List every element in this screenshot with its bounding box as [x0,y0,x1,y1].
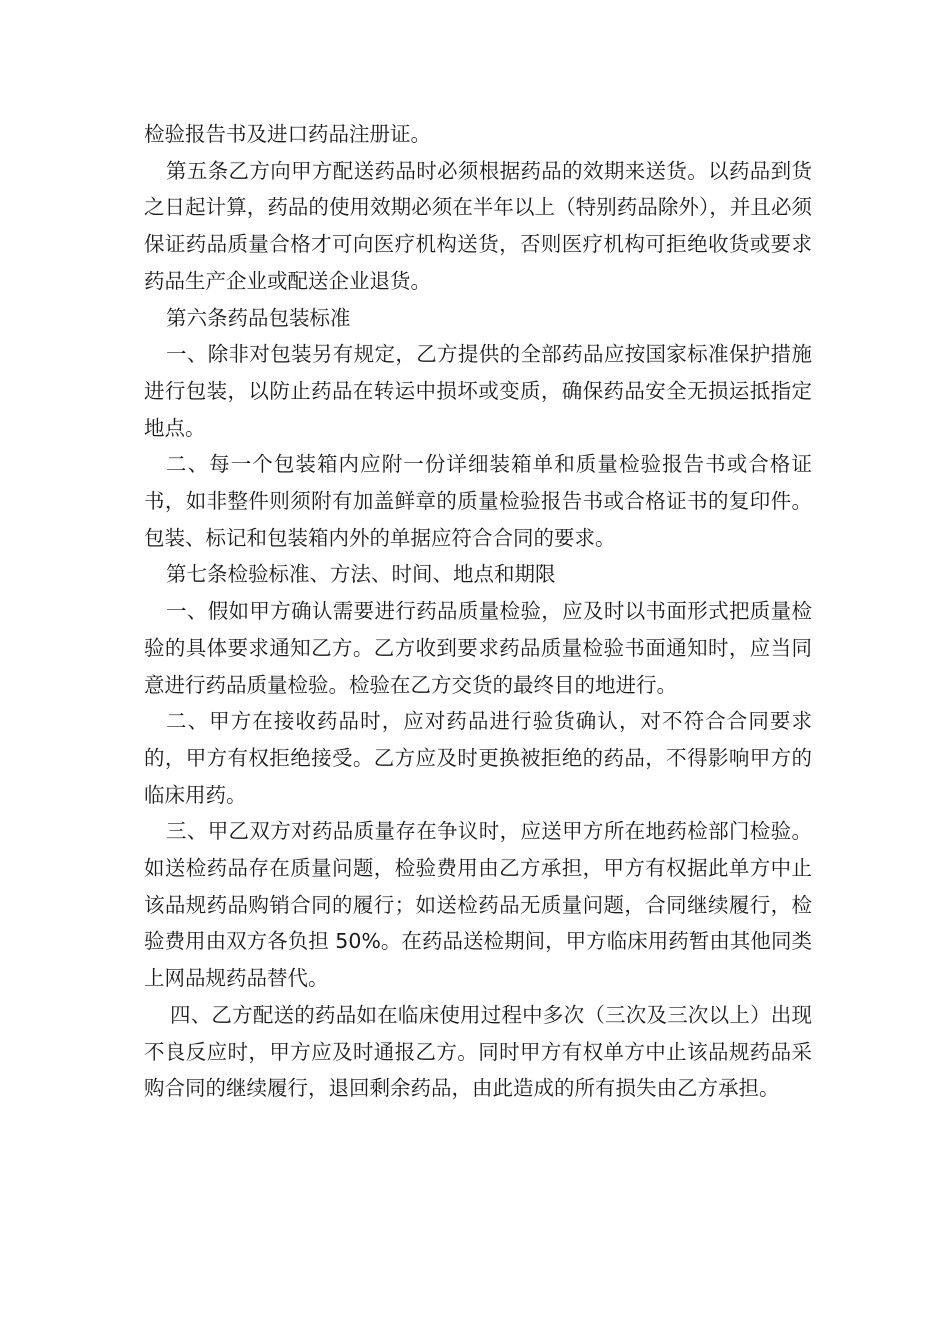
heading-article-6: 第六条药品包装标准 [166,305,351,330]
paragraph-continuation: 检验报告书及进口药品注册证。 [144,122,431,146]
paragraph-article-7-item-3: 三、甲乙双方对药品质量存在争议时，应送甲方所在地药检部门检验。如送检药品存在质量问题，检验费用由乙方承担，甲方有权据此单方中止该品规药品购销合同的履行；如送检药品无质量问题，合同继续履行，检验费用由双方各负担 50%。在药品送检期间，甲方临床用药暂由其他同类上网品规药品替代。 [144,819,812,991]
heading-article-7: 第七条检验标准、方法、时间、地点和期限 [166,562,556,587]
paragraph-article-7-item-1: 一、假如甲方确认需要进行药品质量检验，应及时以书面形式把质量检验的具体要求通知乙方。乙方收到要求药品质量检验书面通知时，应当同意进行药品质量检验。检验在乙方交货的最终目的地进行。 [144,599,812,697]
document-body [144,116,812,1107]
paragraph-article-7-item-4: 四、乙方配送的药品如在临床使用过程中多次（三次及三次以上）出现不良反应时，甲方应及时通报乙方。同时甲方有权单方中止该品规药品采购合同的继续履行，退回剩余药品，由此造成的所有损失由乙方承担。 [144,1002,812,1101]
paragraph-article-6-item-2: 二、每一个包装箱内应附一份详细装箱单和质量检验报告书或合格证书，如非整件则须附有加盖鲜章的质量检验报告书或合格证书的复印件。包装、标记和包装箱内外的单据应符合合同的要求。 [144,452,812,550]
paragraph-article-7-item-2: 二、甲方在接收药品时，应对药品进行验货确认，对不符合合同要求的，甲方有权拒绝接受。乙方应及时更换被拒绝的药品，不得影响甲方的临床用药。 [144,709,812,807]
paragraph-article-5: 第五条乙方向甲方配送药品时必须根据药品的效期来送货。以药品到货之日起计算，药品的使用效期必须在半年以上（特别药品除外），并且必须保证药品质量合格才可向医疗机构送货，否则医疗机构可拒绝收货或要求药品生产企业或配送企业退货。 [144,158,812,293]
paragraph-article-6-item-1: 一、除非对包装另有规定，乙方提供的全部药品应按国家标准保护措施进行包装，以防止药品在转运中损坏或变质，确保药品安全无损运抵指定地点。 [144,342,812,440]
